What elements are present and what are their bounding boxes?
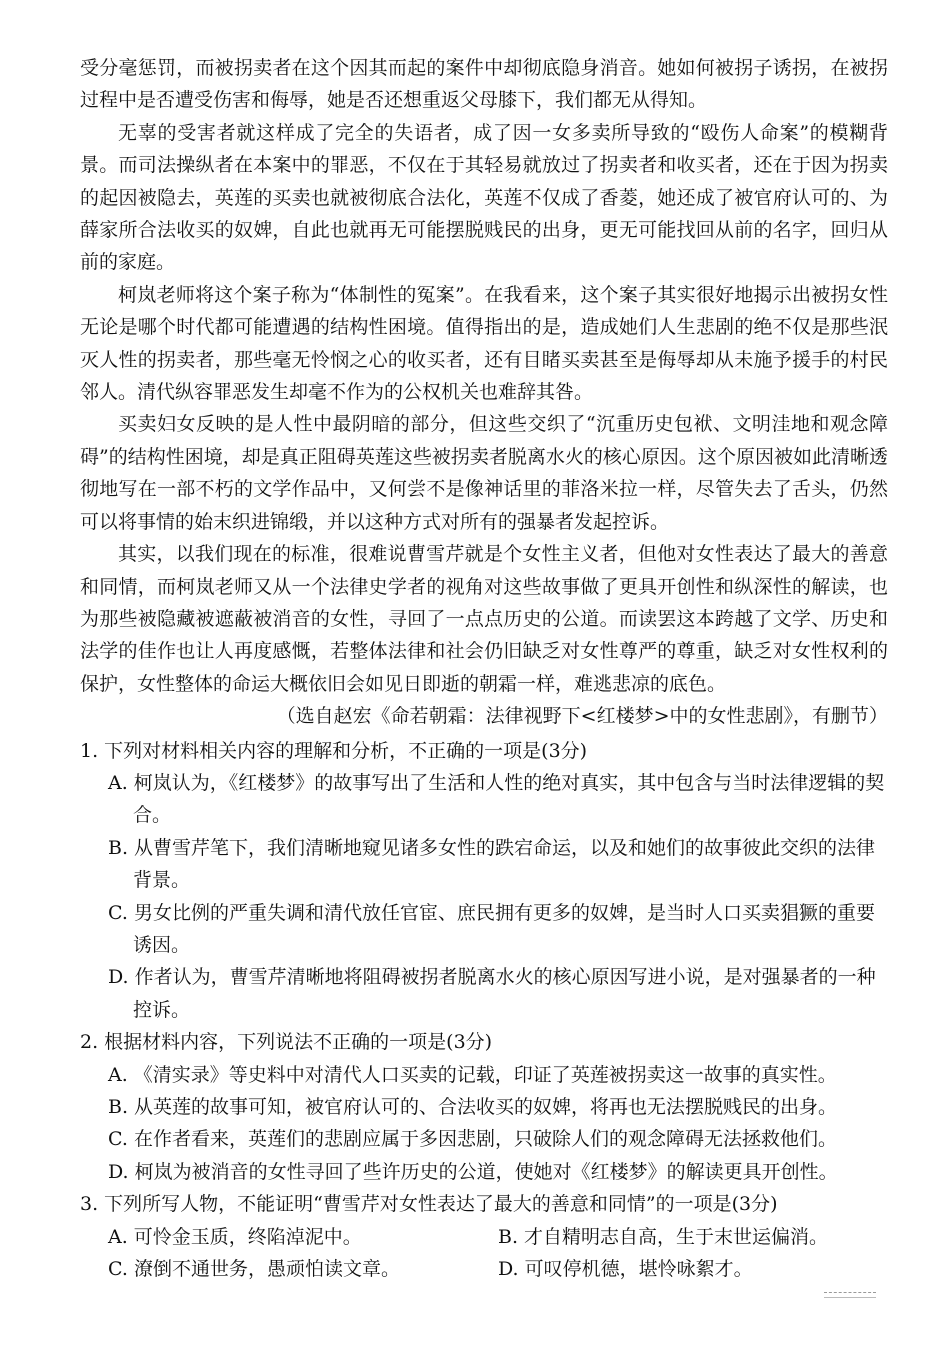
passage-paragraph-4: 买卖妇女反映的是人性中最阴暗的部分，但这些交织了“沉重历史包袱、文明洼地和观念障碍”的结构性困境，却是真正阻碍英莲这些被拐卖者脱离水火的核心原因。这个原因被如此清晰透彻地写在一部不朽的文学作品中，又何尝不是像神话里的菲洛米拉一样，尽管失去了舌头，仍然可以将事情的始末织进锦缎，并以这种方式对所有的强暴者发起控诉。 (80, 413, 888, 533)
question-3-option-a: A. 可怜金玉质，终陷淖泥中。 (108, 1225, 362, 1248)
question-3-options-row-1 (108, 1221, 888, 1253)
question-3-option-b: B. 才自精明志自高，生于末世运偏消。 (498, 1225, 829, 1248)
question-2-option-b: B. 从英莲的故事可知，被官府认可的、合法收买的奴婢，将再也无法摆脱贱民的出身。 (108, 1096, 838, 1118)
question-1-stem: 1. 下列对材料相关内容的理解和分析，不正确的一项是(3分) (80, 739, 588, 762)
question-3-stem: 3. 下列所写人物，不能证明“曹雪芹对女性表达了最大的善意和同情”的一项是(3分) (80, 1193, 778, 1216)
question-3 (80, 1188, 888, 1285)
question-2 (80, 1026, 888, 1188)
page-content (80, 52, 888, 1285)
question-1-option-b: B. 从曹雪芹笔下，我们清晰地窥见诸多女性的跌宕命运，以及和她们的故事彼此交织的法律背景。 (108, 836, 876, 892)
question-1-option-a: A. 柯岚认为，《红楼梦》的故事写出了生活和人性的绝对真实，其中包含与当时法律逻辑的契合。 (108, 771, 885, 827)
question-2-option-c: C. 在作者看来，英莲们的悲剧应属于多因悲剧，只破除人们的观念障碍无法拯救他们。 (108, 1128, 837, 1151)
question-1-option-c: C. 男女比例的严重失调和清代放任官宦、庶民拥有更多的奴婢，是当时人口买卖猖獗的重要诱因。 (108, 901, 875, 956)
question-3-option-d: D. 可叹停机德，堪怜咏絮才。 (498, 1258, 753, 1281)
question-1 (80, 735, 888, 1027)
source-citation: （选自赵宏《命若朝霜：法律视野下<红楼梦>中的女性悲剧》，有删节） (276, 705, 888, 728)
question-3-option-c: C. 潦倒不通世务，愚顽怕读文章。 (108, 1258, 400, 1281)
passage-paragraph-3: 柯岚老师将这个案子称为“体制性的冤案”。在我看来，这个案子其实很好地揭示出被拐女性无论是哪个时代都可能遭遇的结构性困境。值得指出的是，造成她们人生悲剧的绝不仅是那些泯灭人性的拐卖者，那些毫无怜悯之心的收买者，还有目睹买卖甚至是侮辱却从未施予援手的村民邻人。清代纵容罪恶发生却毫不作为的公权机关也难辞其咎。 (80, 283, 888, 404)
footer-divider-mark (824, 1292, 876, 1298)
question-3-options-row-2 (108, 1253, 888, 1285)
question-2-stem: 2. 根据材料内容，下列说法不正确的一项是(3分) (80, 1031, 493, 1054)
question-2-option-a: A. 《清实录》等史料中对清代人口买卖的记载，印证了英莲被拐卖这一故事的真实性。 (108, 1063, 837, 1086)
passage-paragraph-5: 其实，以我们现在的标准，很难说曹雪芹就是个女性主义者，但他对女性表达了最大的善意和同情，而柯岚老师又从一个法律史学者的视角对这些故事做了更具开创性和纵深性的解读，也为那些被隐藏被遮蔽被消音的女性，寻回了一点点历史的公道。而读罢这本跨越了文学、历史和法学的佳作也让人再度感慨，若整体法律和社会仍旧缺乏对女性尊严的尊重，缺乏对女性权利的保护，女性整体的命运大概依旧会如见日即逝的朝霜一样，难逃悲凉的底色。 (80, 543, 888, 695)
passage-paragraph-1: 受分毫惩罚，而被拐卖者在这个因其而起的案件中却彻底隐身消音。她如何被拐子诱拐，在被拐过程中是否遭受伤害和侮辱，她是否还想重返父母膝下，我们都无从得知。 (80, 57, 888, 112)
question-2-option-d: D. 柯岚为被消音的女性寻回了些许历史的公道，使她对《红楼梦》的解读更具开创性。 (108, 1160, 838, 1183)
passage-paragraph-2: 无辜的受害者就这样成了完全的失语者，成了因一女多卖所导致的“殴伤人命案”的模糊背景。而司法操纵者在本案中的罪恶，不仅在于其轻易就放过了拐卖者和收买者，还在于因为拐卖的起因被隐去，英莲的买卖也就被彻底合法化，英莲不仅成了香菱，她还成了被官府认可的、为薛家所合法收买的奴婢，自此也就再无可能摆脱贱民的出身，更无可能找回从前的名字，回归从前的家庭。 (80, 121, 888, 274)
question-1-option-d: D. 作者认为，曹雪芹清晰地将阻碍被拐者脱离水火的核心原因写进小说，是对强暴者的一种控诉。 (108, 966, 876, 1021)
